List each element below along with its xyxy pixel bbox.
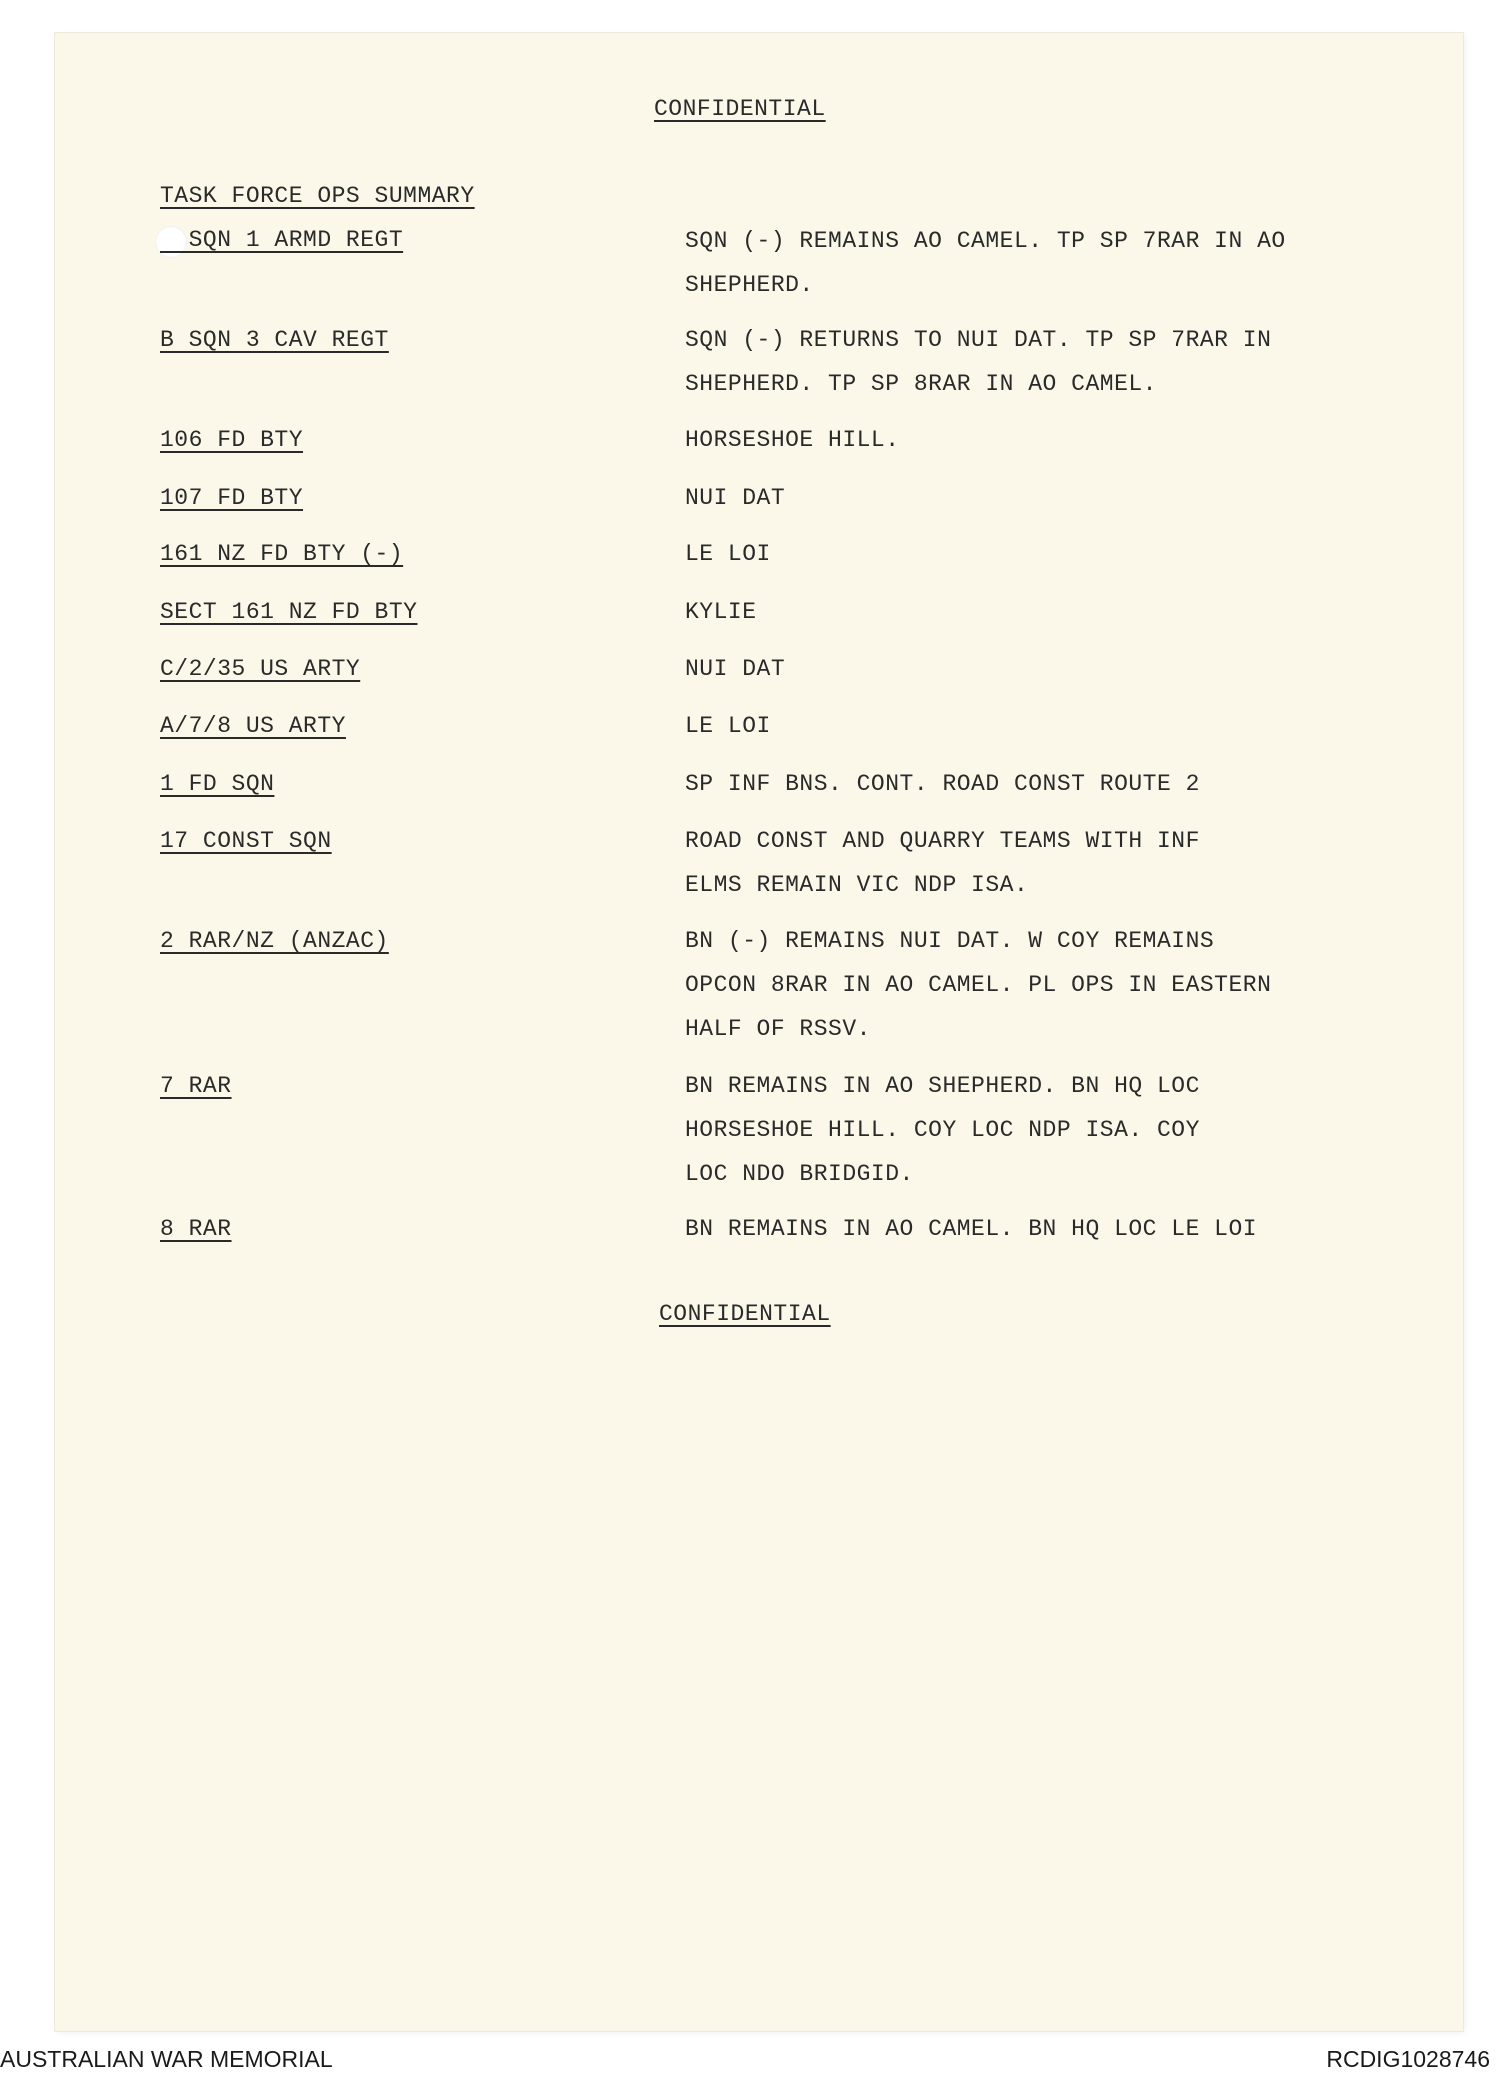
unit-label: 17 CONST SQN	[160, 828, 332, 854]
unit-label: SQN 1 ARMD REGT	[160, 227, 404, 253]
unit-label: B SQN 3 CAV REGT	[160, 327, 389, 353]
status-line: BN (-) REMAINS NUI DAT. W COY REMAINS	[685, 928, 1215, 954]
status-line: BN REMAINS IN AO SHEPHERD. BN HQ LOC	[685, 1073, 1200, 1099]
status-line: SHEPHERD.	[685, 272, 814, 298]
unit-status	[685, 418, 900, 462]
unit-status	[685, 919, 1271, 1051]
status-line: OPCON 8RAR IN AO CAMEL. PL OPS IN EASTERN	[685, 972, 1272, 998]
unit-status	[685, 476, 785, 520]
status-line: SQN (-) REMAINS AO CAMEL. TP SP 7RAR IN AO	[685, 228, 1286, 254]
unit-status	[685, 1207, 1257, 1251]
status-line: HALF OF RSSV.	[685, 1016, 871, 1042]
status-line: BN REMAINS IN AO CAMEL. BN HQ LOC LE LOI	[685, 1216, 1258, 1242]
status-line: NUI DAT	[685, 485, 786, 511]
unit-label: 107 FD BTY	[160, 485, 304, 511]
unit-status	[685, 219, 1286, 307]
status-line: HORSESHOE HILL. COY LOC NDP ISA. COY	[685, 1117, 1200, 1143]
status-line: SP INF BNS. CONT. ROAD CONST ROUTE 2	[685, 771, 1200, 797]
unit-status	[685, 762, 1200, 806]
status-line: HORSESHOE HILL.	[685, 427, 900, 453]
header-marking: CONFIDENTIAL	[654, 96, 826, 122]
unit-label: A/7/8 US ARTY	[160, 713, 346, 739]
status-line: ROAD CONST AND QUARRY TEAMS WITH INF	[685, 828, 1200, 854]
unit-label: 8 RAR	[160, 1216, 232, 1242]
status-line: KYLIE	[685, 599, 757, 625]
unit-status	[685, 590, 757, 634]
unit-label: 106 FD BTY	[160, 427, 304, 453]
status-line: LE LOI	[685, 541, 771, 567]
status-line: NUI DAT	[685, 656, 786, 682]
unit-label: C/2/35 US ARTY	[160, 656, 361, 682]
status-line: LE LOI	[685, 713, 771, 739]
archive-caption-right: RCDIG1028746	[1326, 2046, 1490, 2072]
unit-status	[685, 1064, 1200, 1196]
section-title: TASK FORCE OPS SUMMARY	[160, 183, 475, 209]
unit-label: SECT 161 NZ FD BTY	[160, 599, 418, 625]
unit-status	[685, 819, 1200, 907]
unit-label: 7 RAR	[160, 1073, 232, 1099]
unit-status	[685, 318, 1271, 406]
archive-caption-left: AUSTRALIAN WAR MEMORIAL	[0, 2046, 333, 2072]
unit-label: 161 NZ FD BTY (-)	[160, 541, 404, 567]
status-line: SQN (-) RETURNS TO NUI DAT. TP SP 7RAR IN	[685, 327, 1272, 353]
unit-label: 1 FD SQN	[160, 771, 275, 797]
status-line: LOC NDO BRIDGID.	[685, 1161, 914, 1187]
footer-marking: CONFIDENTIAL	[659, 1301, 831, 1327]
status-line: ELMS REMAIN VIC NDP ISA.	[685, 872, 1029, 898]
unit-status	[685, 532, 771, 576]
unit-status	[685, 704, 771, 748]
status-line: SHEPHERD. TP SP 8RAR IN AO CAMEL.	[685, 371, 1157, 397]
unit-label: 2 RAR/NZ (ANZAC)	[160, 928, 389, 954]
unit-status	[685, 647, 785, 691]
